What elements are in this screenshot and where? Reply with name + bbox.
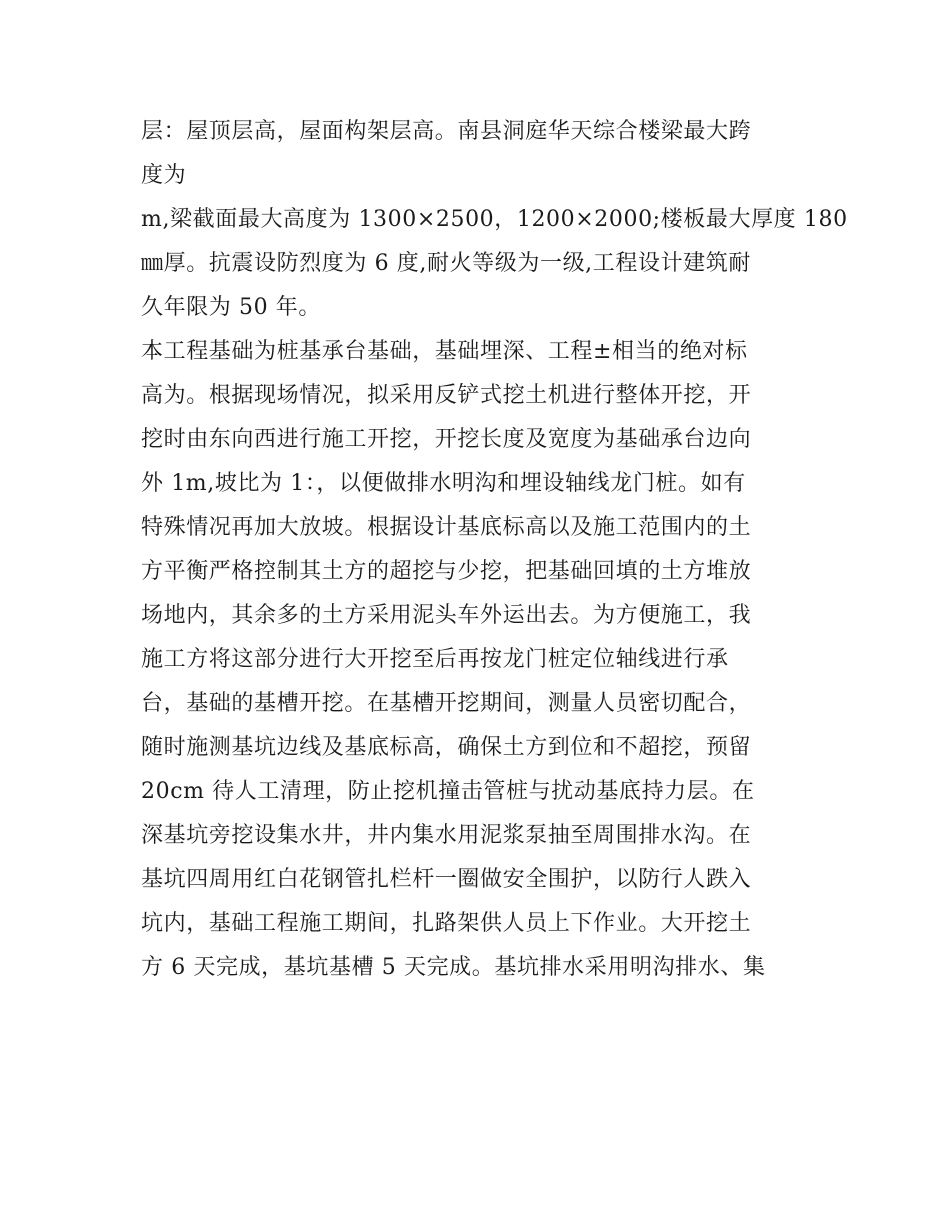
text-line: 高为。根据现场情况，拟采用反铲式挖土机进行整体开挖，开 bbox=[141, 383, 752, 408]
text-line: 久年限为 50 年。 bbox=[141, 295, 321, 320]
text-line: 基坑四周用红白花钢管扎栏杆一圈做安全围护，以防行人跌入 bbox=[141, 867, 752, 892]
text-line: 本工程基础为桩基承台基础，基础埋深、工程±相当的绝对标 bbox=[141, 339, 748, 364]
text-line: ㎜厚。抗震设防烈度为 6 度,耐火等级为一级,工程设计建筑耐 bbox=[141, 251, 751, 276]
text-line: 台，基础的基槽开挖。在基槽开挖期间，测量人员密切配合， bbox=[141, 691, 752, 716]
text-line: 方 6 天完成，基坑基槽 5 天完成。基坑排水采用明沟排水、集 bbox=[141, 955, 766, 980]
text-line: 深基坑旁挖设集水井，井内集水用泥浆泵抽至周围排水沟。在 bbox=[141, 823, 752, 848]
text-line: 层：屋顶层高，屋面构架层高。南县洞庭华天综合楼梁最大跨 bbox=[141, 119, 752, 144]
text-line: m,梁截面最大高度为 1300×2500，1200×2000;楼板最大厚度 180 bbox=[141, 207, 848, 232]
text-line: 特殊情况再加大放坡。根据设计基底标高以及施工范围内的土 bbox=[141, 515, 752, 540]
text-line: 场地内，其余多的土方采用泥头车外运出去。为方便施工，我 bbox=[141, 603, 752, 628]
text-line: 随时施测基坑边线及基底标高，确保土方到位和不超挖，预留 bbox=[141, 735, 752, 760]
text-line: 施工方将这部分进行大开挖至后再按龙门桩定位轴线进行承 bbox=[141, 647, 729, 672]
body-text bbox=[141, 110, 848, 990]
text-line: 坑内，基础工程施工期间，扎路架供人员上下作业。大开挖土 bbox=[141, 911, 752, 936]
text-line: 20cm 待人工清理，防止挖机撞击管桩与扰动基底持力层。在 bbox=[141, 779, 755, 804]
text-line: 方平衡严格控制其土方的超挖与少挖，把基础回填的土方堆放 bbox=[141, 559, 752, 584]
text-line: 外 1m,坡比为 1：，以便做排水明沟和埋设轴线龙门桩。如有 bbox=[141, 471, 746, 496]
text-line: 挖时由东向西进行施工开挖，开挖长度及宽度为基础承台边向 bbox=[141, 427, 752, 452]
text-line: 度为 bbox=[141, 163, 187, 188]
